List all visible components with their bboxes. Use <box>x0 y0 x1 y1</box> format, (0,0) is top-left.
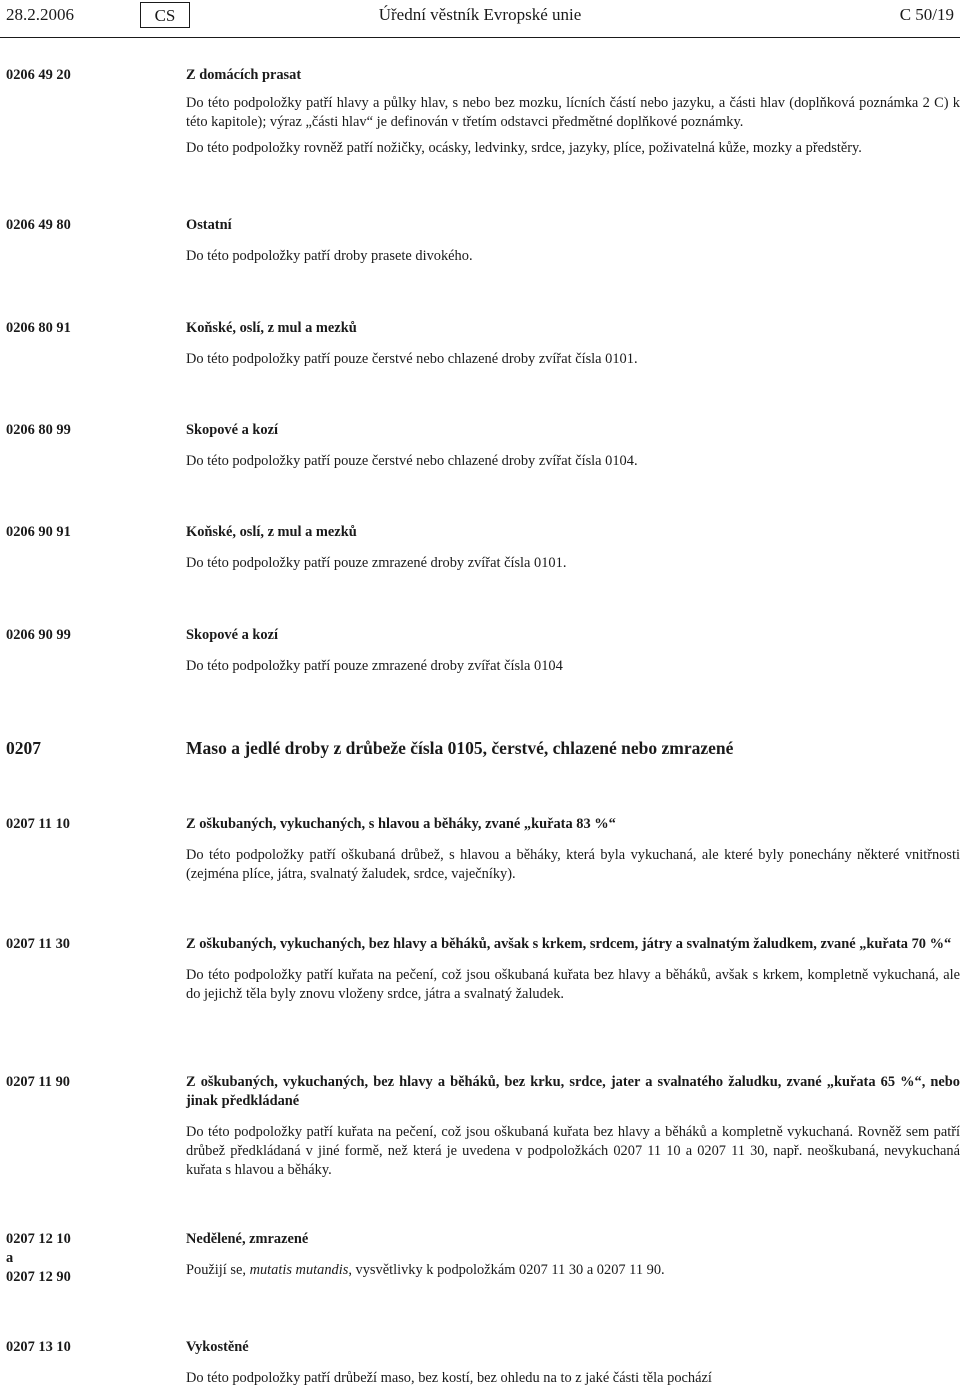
entry-code: 0206 80 99 <box>6 422 71 438</box>
entry-code: 0207 11 10 <box>6 816 70 832</box>
entry-heading: Koňské, oslí, z mul a mezků <box>186 320 357 336</box>
entry-code: 0207 <box>6 738 41 758</box>
entry-code: 0207 12 90 <box>6 1269 71 1285</box>
publication-date: 28.2.2006 <box>6 5 74 24</box>
journal-title: Úřední věstník Evropské unie <box>378 5 582 24</box>
entry-text: Do této podpoložky patří kuřata na pečení, což jsou oškubaná kuřata bez hlavy a běháků a kompletně vykuchaná. Rovněž sem patří drůbež předkládaná v jiné formě, než která je uvedena v podpoložkách 0207 11 10 a 0207 11 30, např. neoškubaná, nevykuchaná kuřata s hlavou a běháky. <box>186 1124 960 1178</box>
entry-text: Do této podpoložky rovněž patří nožičky, ocásky, ledvinky, srdce, jazyky, plíce, poživatelná kůže, mozky a předstěry. <box>186 140 862 156</box>
entry-heading: Skopové a kozí <box>186 627 278 643</box>
section-heading: Maso a jedlé droby z drůbeže čísla 0105, čerstvé, chlazené nebo zmrazené <box>186 738 734 758</box>
entry-code: 0206 90 99 <box>6 627 71 643</box>
entry-code: 0207 13 10 <box>6 1339 71 1355</box>
text-italic: mutatis mutandis <box>249 1262 349 1278</box>
entry-heading: Koňské, oslí, z mul a mezků <box>186 524 357 540</box>
text-suffix: , vysvětlivky k podpoložkám 0207 11 30 a 0207 11 90. <box>348 1262 665 1278</box>
language-badge: CS <box>140 2 190 28</box>
entry-text: Do této podpoložky patří drůbeží maso, bez kostí, bez ohledu na to z jaké části těla pochází <box>186 1370 712 1386</box>
entry-heading: Skopové a kozí <box>186 422 278 438</box>
entry-text: Do této podpoložky patří hlavy a půlky hlav, s nebo bez mozku, lícních částí nebo jazyku, a části hlav (doplňková poznámka 2 C) k této kapitole); výraz „části hlav“ je definován v třetím odstavci předmětné doplňkové poznámky. <box>186 95 960 130</box>
entry-heading: Ostatní <box>186 217 232 233</box>
header-rule <box>0 37 960 38</box>
entry-heading: Z oškubaných, vykuchaných, bez hlavy a běháků, avšak s krkem, srdcem, játry a svalnatým žaludkem, zvané „kuřata 70 %“ <box>186 936 952 952</box>
entry-code: 0206 49 20 <box>6 67 71 83</box>
entry-code: 0207 11 30 <box>6 936 70 952</box>
page-number: C 50/19 <box>899 5 954 24</box>
entry-text: Do této podpoložky patří kuřata na pečení, což jsou oškubaná kuřata bez hlavy a běháků, avšak s krkem, kompletně vykuchaná, ale do jejichž těla byly znovu vloženy srdce, játra a svalnatý žaludek. <box>186 967 960 1002</box>
entry-code: 0206 49 80 <box>6 217 71 233</box>
page-header <box>6 4 954 26</box>
entry-heading: Z oškubaných, vykuchaných, bez hlavy a běháků, bez krku, srdce, jater a svalnatého žaludku, zvané „kuřata 65 %“, nebo jinak předkládané <box>186 1074 960 1109</box>
entry-text: Do této podpoložky patří pouze zmrazené droby zvířat čísla 0104 <box>186 658 563 674</box>
entry-heading: Z domácích prasat <box>186 67 302 83</box>
entry-text: Do této podpoložky patří pouze čerstvé nebo chlazené droby zvířat čísla 0104. <box>186 453 638 469</box>
entry-heading: Z oškubaných, vykuchaných, s hlavou a běháky, zvané „kuřata 83 %“ <box>186 816 616 832</box>
entry-text: Do této podpoložky patří pouze zmrazené droby zvířat čísla 0101. <box>186 555 567 571</box>
text-prefix: Použijí se, <box>186 1262 246 1278</box>
entry-code: 0207 11 90 <box>6 1074 70 1090</box>
code-join-word: a <box>6 1250 14 1266</box>
entry-heading: Nedělené, zmrazené <box>186 1231 309 1247</box>
entry-code: 0207 12 10 <box>6 1231 71 1247</box>
entry-heading: Vykostěné <box>186 1339 249 1355</box>
entry-text: Do této podpoložky patří oškubaná drůbež, s hlavou a běháky, která byla vykuchaná, ale které byly ponechány některé vnitřnosti (zejména plíce, játra, svalnatý žaludek, srdce, vaječníky). <box>186 847 960 882</box>
entry-code-range <box>6 1230 166 1287</box>
entry-text: Do této podpoložky patří pouze čerstvé nebo chlazené droby zvířat čísla 0101. <box>186 351 638 367</box>
entry-code: 0206 90 91 <box>6 524 71 540</box>
entry-text <box>186 1261 960 1280</box>
entry-code: 0206 80 91 <box>6 320 71 336</box>
entry-text: Do této podpoložky patří droby prasete divokého. <box>186 248 473 264</box>
